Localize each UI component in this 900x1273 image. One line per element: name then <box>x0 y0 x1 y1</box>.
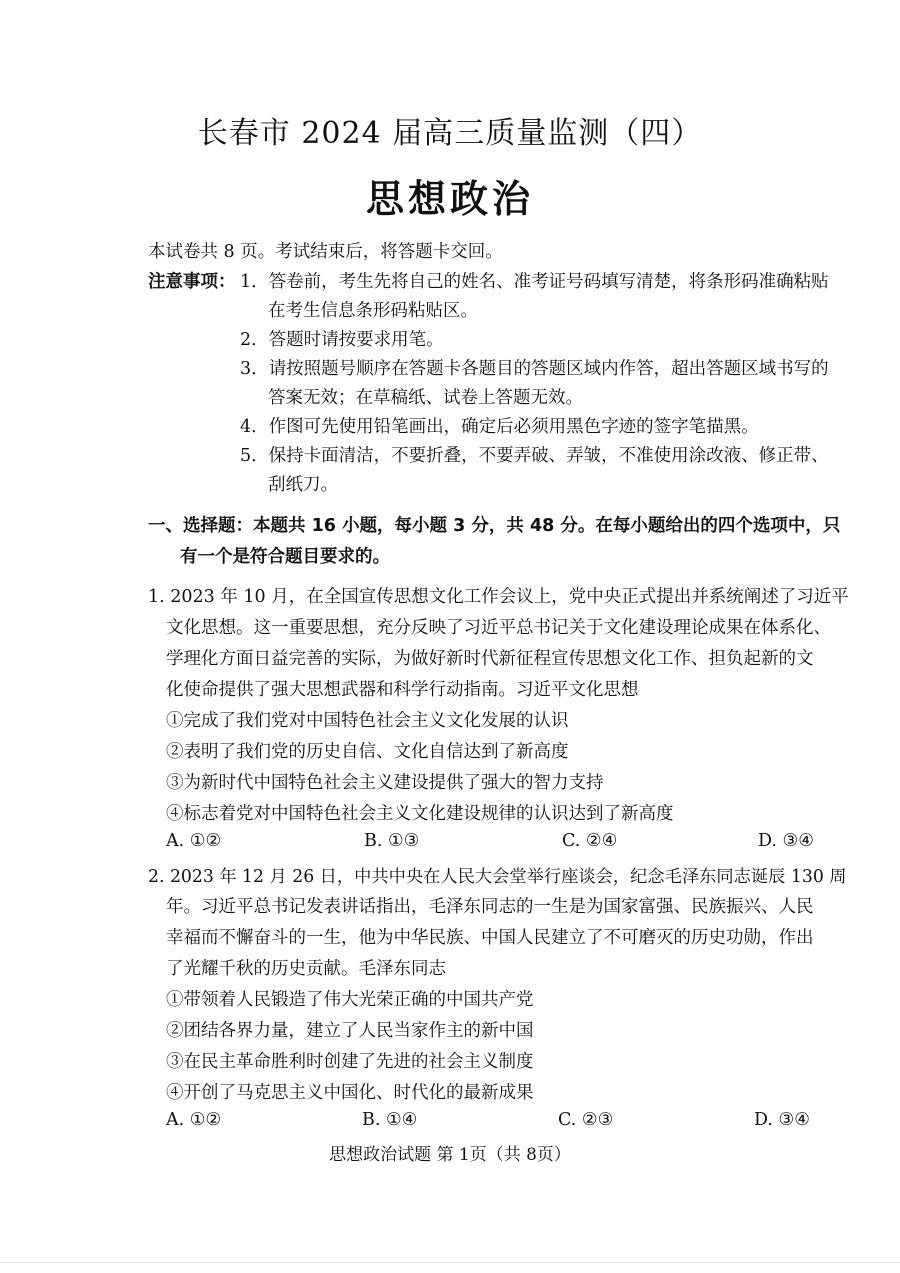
q2-option-b: B. ①④ <box>362 1110 418 1130</box>
q2-item: ②团结各界力量，建立了人民当家作主的新中国 <box>166 1021 534 1041</box>
q2-item: ③在民主革命胜利时创建了先进的社会主义制度 <box>166 1052 534 1072</box>
q1-stem-line: 1. 2023 年 10 月，在全国宣传思想文化工作会议上，党中央正式提出并系统阐述了习近平 <box>148 587 849 607</box>
q2-stem-line: 年。习近平总书记发表讲话指出，毛泽东同志的一生是为国家富强、民族振兴、人民 <box>166 897 814 917</box>
q2-option-d: D. ③④ <box>754 1110 810 1130</box>
q2-option-c: C. ②③ <box>558 1110 614 1130</box>
notice-line: 在考生信息条形码粘贴区。 <box>268 301 478 321</box>
q1-option-b: B. ①③ <box>364 831 420 851</box>
q2-stem-line: 幸福而不懈奋斗的一生，他为中华民族、中国人民建立了不可磨灭的历史功勋，作出 <box>166 928 814 948</box>
notice-line: 5．保持卡面清洁，不要折叠，不要弄破、弄皱，不准使用涂改液、修正带、 <box>240 446 829 466</box>
exam-title: 长春市 2024 届高三质量监测（四） <box>197 116 703 151</box>
q1-item: ①完成了我们党对中国特色社会主义文化发展的认识 <box>166 711 569 731</box>
page-edge-line <box>0 1262 900 1263</box>
notice-line: 2．答题时请按要求用笔。 <box>240 330 444 350</box>
intro-line: 本试卷共 8 页。考试结束后，将答题卡交回。 <box>148 242 503 262</box>
q1-stem-line: 学理化方面日益完善的实际，为做好新时代新征程宣传思想文化工作、担负起新的文 <box>166 649 814 669</box>
q2-item: ④开创了马克思主义中国化、时代化的最新成果 <box>166 1083 534 1103</box>
q1-item: ④标志着党对中国特色社会主义文化建设规律的认识达到了新高度 <box>166 804 674 824</box>
q1-option-c: C. ②④ <box>562 831 618 851</box>
notice-line: 3．请按照题号顺序在答题卡各题目的答题区域内作答，超出答题区域书写的 <box>240 359 829 379</box>
q1-stem-line: 文化思想。这一重要思想，充分反映了习近平总书记关于文化建设理论成果在体系化、 <box>166 618 831 638</box>
notice-line: 1．答卷前，考生先将自己的姓名、准考证号码填写清楚，将条形码准确粘贴 <box>240 272 829 292</box>
section-heading: 一、选择题：本题共 16 小题，每小题 3 分，共 48 分。在每小题给出的四个选项中，只 <box>148 516 841 536</box>
q2-stem-line: 了光耀千秋的历史贡献。毛泽东同志 <box>166 959 446 979</box>
subject-title: 思想政治 <box>365 177 534 221</box>
notice-line: 答案无效；在草稿纸、试卷上答题无效。 <box>268 388 583 408</box>
section-heading-cont: 有一个是符合题目要求的。 <box>180 547 390 567</box>
q1-stem-line: 化使命提供了强大思想武器和科学行动指南。习近平文化思想 <box>166 680 639 700</box>
notice-line: 4．作图可先使用铅笔画出，确定后必须用黑色字迹的签字笔描黑。 <box>240 417 759 437</box>
notice-label: 注意事项： <box>148 272 236 292</box>
q2-option-a: A. ①② <box>166 1110 222 1130</box>
q1-item: ②表明了我们党的历史自信、文化自信达到了新高度 <box>166 742 569 762</box>
q1-option-d: D. ③④ <box>758 831 814 851</box>
q2-stem-line: 2. 2023 年 12 月 26 日，中共中央在人民大会堂举行座谈会，纪念毛泽东同志诞辰 130 周 <box>148 867 847 887</box>
notice-line: 刮纸刀。 <box>268 475 338 495</box>
q1-item: ③为新时代中国特色社会主义建设提供了强大的智力支持 <box>166 773 604 793</box>
page-footer: 思想政治试题 第 1页（共 8页） <box>329 1145 571 1165</box>
q1-option-a: A. ①② <box>166 831 222 851</box>
q2-item: ①带领着人民锻造了伟大光荣正确的中国共产党 <box>166 990 534 1010</box>
